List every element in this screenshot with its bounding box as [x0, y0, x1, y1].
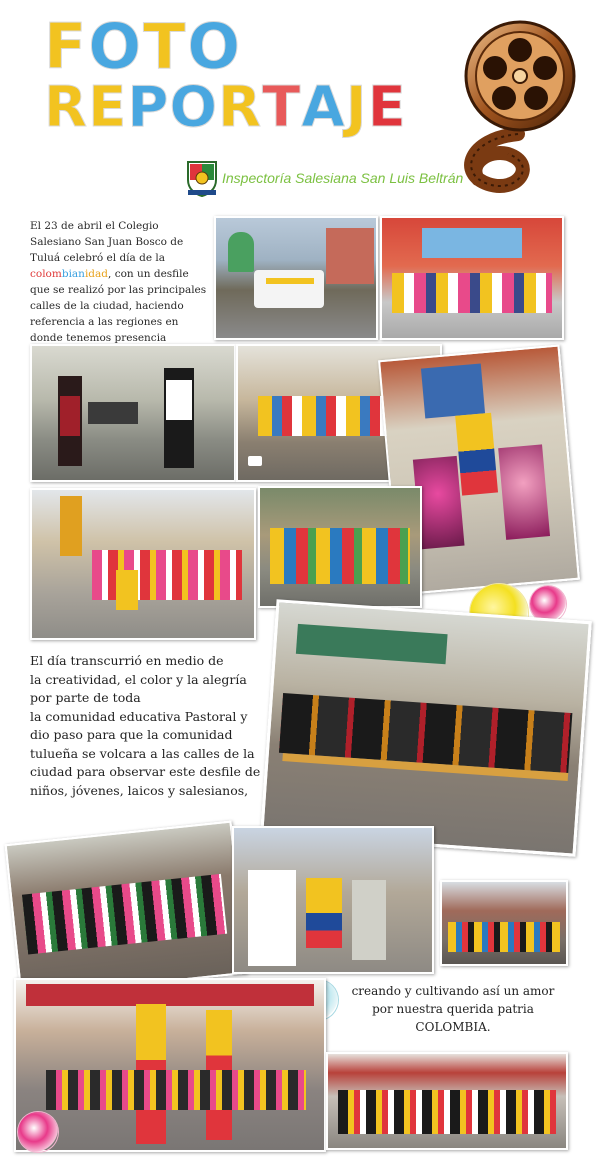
title-letter: T — [143, 10, 188, 83]
decorative-pink-circle-small — [18, 1112, 58, 1152]
title-letter: J — [345, 75, 368, 140]
closing-line: por nuestra querida patria — [372, 1002, 534, 1016]
intro-text-part1: El 23 de abril el Colegio Salesiano San Juan Bosco de Tuluá celebró el día de la — [30, 220, 184, 264]
photo-street-performers — [30, 344, 236, 482]
org-name: Inspectoría Salesiana San Luis Beltrán — [222, 170, 464, 186]
middle-line: la creatividad, el color y la alegría — [30, 671, 247, 687]
title-letter: R — [44, 75, 89, 140]
photo-spectators — [232, 826, 434, 974]
closing-line: COLOMBIA. — [415, 1020, 491, 1034]
intro-highlight-1: colom — [30, 268, 62, 280]
film-reel-icon — [448, 14, 578, 199]
inspectoria-logo-icon — [182, 158, 222, 198]
photo-plaza-crowd — [440, 880, 568, 966]
photo-stilt-walkers — [14, 978, 326, 1152]
photo-dancers-colorful — [258, 486, 422, 608]
intro-text-part2: , con un desfile que se realizó por las principales calles de la ciudad, haciendo referencia a las regiones en donde tenemos presencia — [30, 268, 207, 344]
intro-highlight-2: bian — [61, 268, 85, 280]
intro-highlight-3: idad — [84, 268, 109, 280]
closing-line: creando y cultivando así un amor — [351, 984, 555, 998]
middle-line: dio paso para que la comunidad — [30, 727, 233, 742]
middle-paragraph — [30, 652, 262, 800]
title-foto — [44, 10, 243, 83]
title-letter: A — [301, 75, 346, 140]
middle-line: por parte de toda — [30, 690, 141, 705]
middle-line: tulueña se volcara a las calles de la — [30, 745, 255, 761]
title-letter: O — [187, 10, 243, 83]
photo-children-costumes-stage — [380, 216, 564, 340]
middle-line: ciudad para observar este desfile de — [30, 764, 261, 779]
title-letter: O — [88, 10, 144, 83]
photo-courtyard-dance — [326, 1052, 568, 1150]
title-letter: R — [218, 75, 263, 140]
title-letter: F — [44, 10, 89, 83]
middle-line: la comunidad educativa Pastoral y — [30, 708, 248, 724]
intro-paragraph — [30, 218, 208, 362]
title-letter: E — [367, 75, 407, 140]
middle-line: niños, jóvenes, laicos y salesianos, — [30, 782, 249, 798]
title-letter: T — [262, 75, 302, 140]
title-letter: P — [127, 75, 170, 140]
photo-float-truck — [214, 216, 378, 340]
title-reportaje — [44, 75, 407, 140]
photo-crowd-children — [5, 821, 248, 998]
middle-line: El día transcurrió en medio de — [30, 653, 224, 668]
photo-dancers-black-skirts — [260, 599, 592, 856]
title-letter: E — [88, 75, 128, 140]
title-letter: O — [169, 75, 219, 140]
closing-paragraph — [340, 982, 566, 1036]
photo-children-parade-banner — [30, 488, 256, 640]
